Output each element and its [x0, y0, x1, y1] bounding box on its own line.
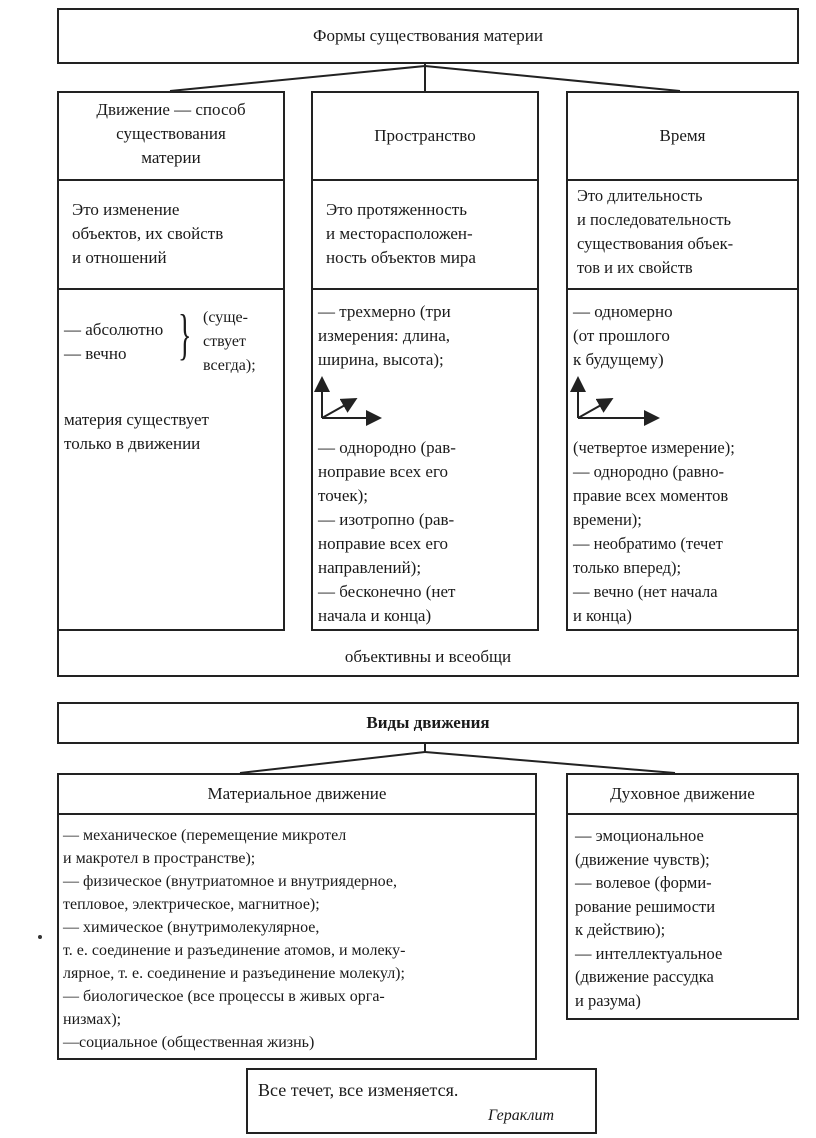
- space-definition: Это протяженность и месторасположен- ность объектов мира: [326, 200, 476, 267]
- material-items: — механическое (перемещение микротел и макротел в пространстве); — физическое (внутриатомное и внутриядерное, тепловое, электрическое, магнитное); — химическое (внутримолекулярное, т. е. соединение и разъединение атомов, и молеку- лярное, т. е. соединение и разъединение молекул); — биологическое (все процессы в живых орга- низмах); —социальное (общественная жизнь): [63, 827, 406, 1051]
- motion-extra: материя существует только в движении: [64, 410, 209, 453]
- connector-time: [425, 66, 680, 91]
- time-axes-icon: [568, 372, 668, 432]
- motion-brace-note: (суще- ствует всегда);: [203, 309, 256, 374]
- brace-symbol: }: [178, 304, 192, 366]
- space-props-bottom: — однородно (рав- ноправие всех его точек); — изотропно (рав- ноправие всех его направлений); — бесконечно (нет начала и конца): [318, 438, 456, 625]
- stray-dot: [38, 935, 42, 939]
- motion-props: — абсолютно — вечно: [64, 320, 164, 363]
- motion-definition: Это изменение объектов, их свойств и отношений: [72, 200, 224, 267]
- spiritual-items: — эмоциональное (движение чувств); — волевое (форми- рование решимости к действию); — интеллектуальное (движение рассудка и разума): [575, 826, 723, 1010]
- time-props-bottom: (четвертое измерение); — однородно (равно- правие всех моментов времени); — необратимо (течет только вперед); — вечно (нет начала и конца): [573, 438, 735, 625]
- three-axes-icon: [312, 372, 392, 432]
- time-definition: Это длительность и последовательность существования объек- тов и их свойств: [577, 186, 734, 277]
- quote-author: Гераклит: [488, 1107, 555, 1124]
- forms-footer: объективны и всеобщи: [344, 647, 512, 666]
- space-header: Пространство: [374, 126, 476, 145]
- connector-spiritual: [425, 752, 675, 773]
- forms-title: Формы существования материи: [313, 26, 543, 45]
- connector-motion: [170, 66, 425, 91]
- connector-material: [240, 752, 425, 773]
- time-props-top: — одномерно (от прошлого к будущему): [573, 302, 673, 369]
- motion-header: Движение — способ существования материи: [96, 100, 246, 167]
- time-header: Время: [659, 126, 706, 145]
- space-props-top: — трехмерно (три измерения: длина, ширина, высота);: [318, 302, 451, 369]
- motion-title: Виды движения: [366, 713, 490, 732]
- spiritual-header: Духовное движение: [610, 784, 755, 803]
- quote-text: Все течет, все изменяется.: [258, 1080, 459, 1100]
- material-header: Материальное движение: [207, 784, 387, 803]
